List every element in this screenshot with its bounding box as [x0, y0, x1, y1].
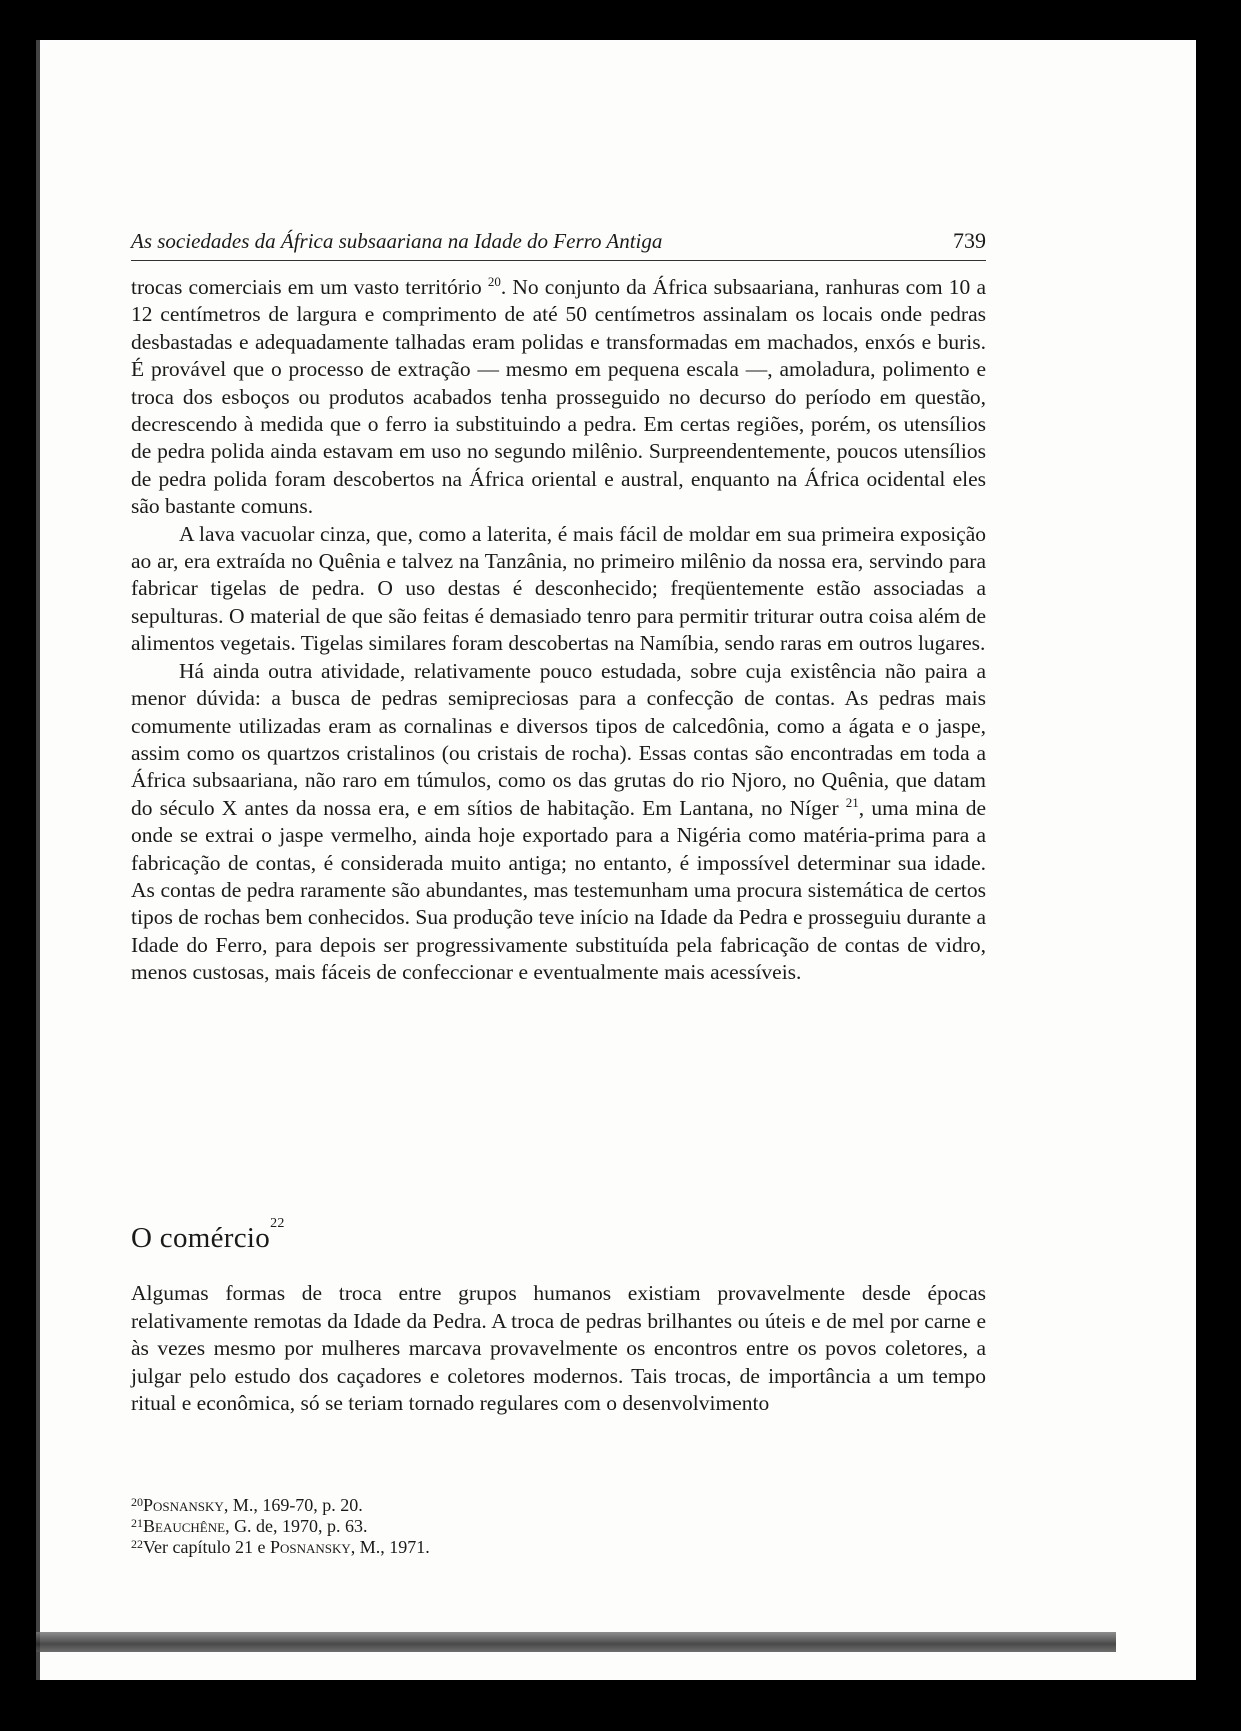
page-edge [36, 40, 40, 1680]
page [36, 40, 1196, 1680]
footnote: $^{22}$Ver capítulo 21 e Posnansky, M., 1971. [131, 1537, 430, 1557]
footnote-ref[interactable]: 22 [270, 1216, 285, 1231]
footnote-ref[interactable]: 20 [487, 274, 501, 289]
paragraph: trocas comerciais em um vasto território $^{20}$. No conjunto da África subsaariana, ranhuras com 10 a 12 centímetros de largura e comprimento de até 50 centímetros assinalam os locais onde pedras desbastadas e adequadamente talhadas eram polidas e transformadas em machados, enxós e buris. É provável que o processo de extração — mesmo em pequena escala —, amoladura, polimento e troca dos esboços ou produtos acabados tenha prosseguido no decurso do período em questão, decrescendo à medida que o ferro ia substituindo a pedra. Em certas regiões, porém, os utensílios de pedra polida ainda estavam em uso no segundo milênio. Surpreendentemente, poucos utensílios de pedra polida foram descobertos na África oriental e austral, enquanto na África ocidental eles são bastante comuns. [131, 274, 986, 519]
main-text [131, 274, 986, 987]
page-number: 739 [953, 228, 986, 253]
footnote: $^{21}$Beauchêne, G. de, 1970, p. 63. [131, 1516, 368, 1536]
scan-shadow [36, 1632, 1116, 1652]
footnote: $^{20}$Posnansky, M., 169-70, p. 20. [131, 1495, 363, 1515]
paragraph: Há ainda outra atividade, relativamente pouco estudada, sobre cuja existência não paira a menor dúvida: a busca de pedras semipreciosas para a confecção de contas. As pedras mais comumente utilizadas eram as cornalinas e diversos tipos de calcedônia, como a ágata e o jaspe, assim como os quartzos cristalinos (ou cristais de rocha). Essas contas são encontradas em toda a África subsaariana, não raro em túmulos, como os das grutas do rio Njoro, no Quênia, que datam do século X antes da nossa era, e em sítios de habitação. Em Lantana, no Níger $^{21}$, uma mina de onde se extrai o jaspe vermelho, ainda hoje exportado para a Nigéria como matéria-prima para a fabricação de contas, é considerada muito antiga; no entanto, é impossível determinar sua idade. As contas de pedra raramente são abundantes, mas testemunham uma procura sistemática de certos tipos de rochas bem conhecidos. Sua produção teve início na Idade da Pedra e prosseguiu durante a Idade do Ferro, para depois ser progressivamente substituída pela fabricação de contas de vidro, menos custosas, mais fáceis de confeccionar e eventualmente mais acessíveis. [131, 658, 986, 985]
section-title: O comércio$^{22}$ [131, 1216, 285, 1254]
footnotes [131, 1495, 986, 1558]
section-text [131, 1280, 986, 1418]
paragraph: Algumas formas de troca entre grupos humanos existiam provavelmente desde épocas relativamente remotas da Idade da Pedra. A troca de pedras brilhantes ou úteis e de mel por carne e às vezes mesmo por mulheres marcava provavelmente os encontros entre os povos coletores, a julgar pelo estudo dos caçadores e coletores modernos. Tais trocas, de importância a um tempo ritual e econômica, só se teriam tornado regulares com o desenvolvimento [131, 1281, 986, 1416]
running-title: As sociedades da África subsaariana na Idade do Ferro Antiga [131, 229, 663, 253]
footnote-ref[interactable]: 21 [845, 794, 859, 810]
paragraph: A lava vacuolar cinza, que, como a laterita, é mais fácil de moldar em sua primeira exposição ao ar, era extraída no Quênia e talvez na Tanzânia, no primeiro milênio da nossa era, servindo para fabricar tigelas de pedra. O uso destas é desconhecido; freqüentemente estão associadas a sepulturas. O material de que são feitas é demasiado tenro para permitir triturar outra coisa além de alimentos vegetais. Tigelas similares foram descobertas na Namíbia, sendo raras em outros lugares. [131, 521, 986, 656]
running-header [131, 228, 986, 261]
